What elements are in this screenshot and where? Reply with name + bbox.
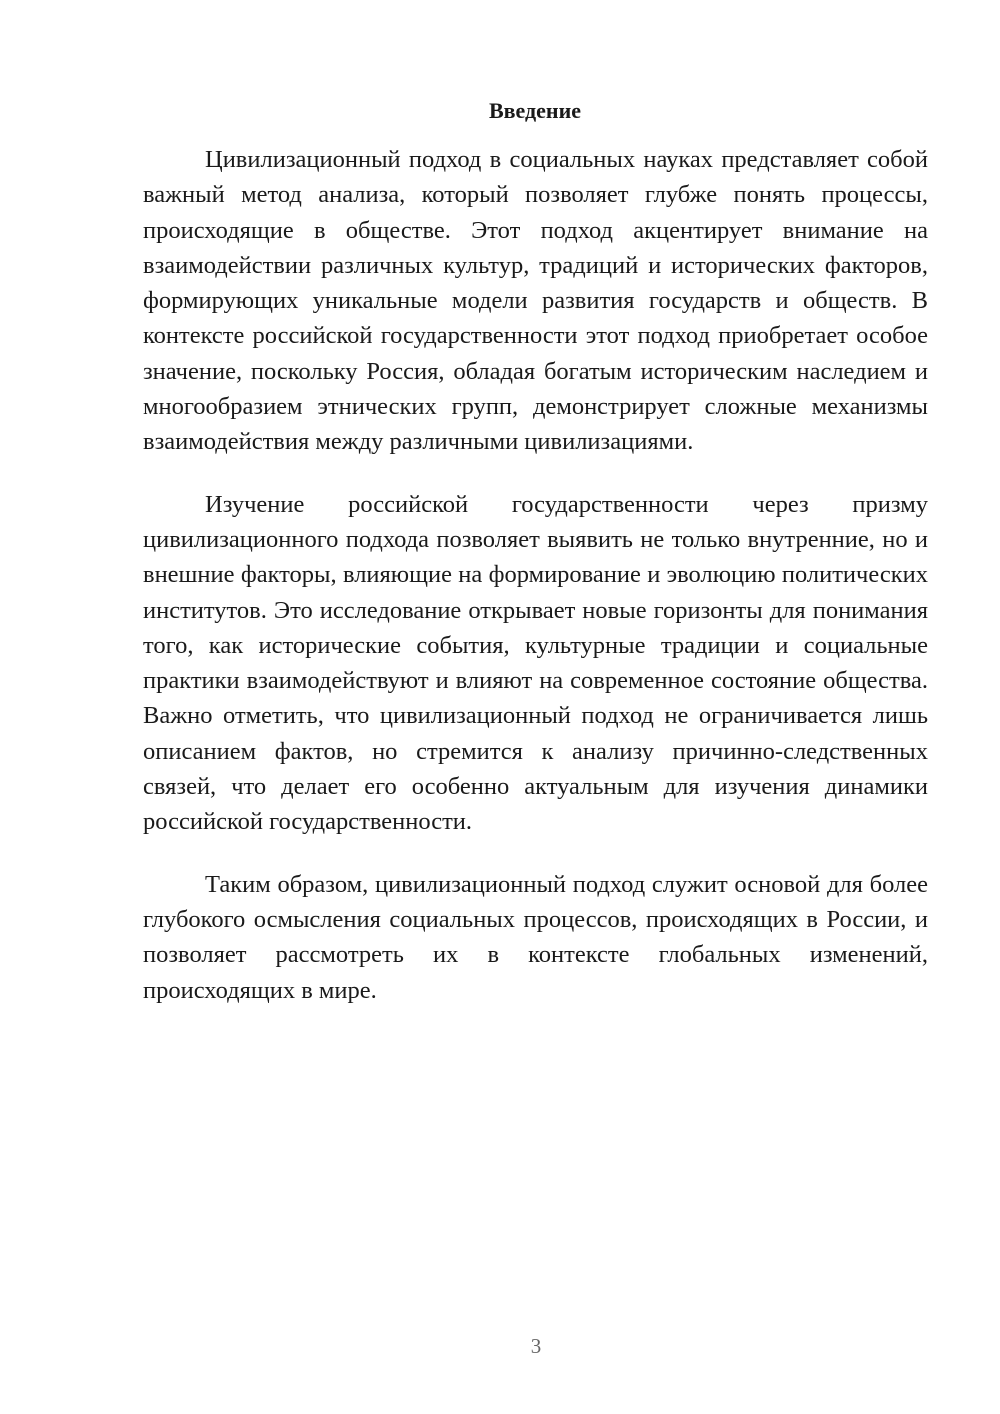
paragraph-2: Изучение российской государственности через призму цивилизационного подхода позволяет выявить не только внутренние, но и внешние факторы, влияющие на формирование и эволюцию политических институтов. Это исследование открывает новые горизонты для понимания того, как исторические события, культурные традиции и социальные практики взаимодействуют и влияют на современное состояние общества. Важно отметить, что цивилизационный подход не ограничивается лишь описанием фактов, но стремится к анализу причинно-следственных связей, что делает его особенно актуальным для изучения динамики российской государственности. xyxy=(143,490,928,836)
paragraph-3: Таким образом, цивилизационный подход служит основой для более глубокого осмысления социальных процессов, происходящих в России, и позволяет рассмотреть их в контексте глобальных изменений, происходящих в мире. xyxy=(143,870,928,1004)
section-heading: Введение xyxy=(488,98,582,123)
body-text xyxy=(143,142,928,1035)
paragraph-1: Цивилизационный подход в социальных науках представляет собой важный метод анализа, который позволяет глубже понять процессы, происходящие в обществе. Этот подход акцентирует внимание на взаимодействии различных культур, традиций и исторических факторов, формирующих уникальные модели развития государств и обществ. В контексте российской государственности этот подход приобретает особое значение, поскольку Россия, обладая богатым историческим наследием и многообразием этнических групп, демонстрирует сложные механизмы взаимодействия между различными цивилизациями. xyxy=(143,146,928,456)
page-number: 3 xyxy=(530,1334,542,1358)
